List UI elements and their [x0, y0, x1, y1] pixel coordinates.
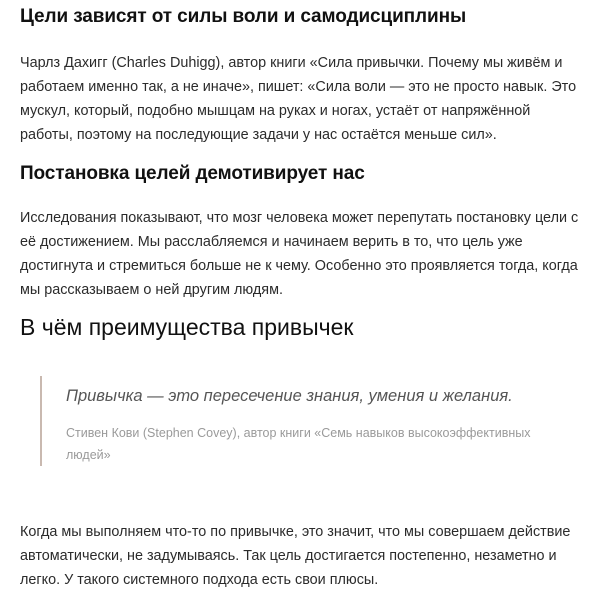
main-heading-habits-advantages: В чём преимущества привычек: [20, 314, 354, 340]
quote-citation: Стивен Кови (Stephen Covey), автор книги «Семь навыков высокоэффективных людей»: [66, 426, 531, 462]
blockquote: [40, 376, 560, 466]
section-heading-goal-setting: Постановка целей демотивирует нас: [20, 163, 365, 184]
closing-paragraph: Когда мы выполняем что-то по привычке, это значит, что мы совершаем действие автоматически, не задумываясь. Так цель достигается постепенно, незаметно и легко. У такого системного подхода есть свои плюсы.: [20, 524, 571, 588]
section-paragraph-goal-setting: Исследования показывают, что мозг человека может перепутать постановку цели с её достижением. Мы расслабляемся и начинаем верить в то, что цель уже достигнута и стремиться больше не к чему. Особенно это проявляется тогда, когда мы рассказываем о ней другим людям.: [20, 210, 579, 298]
section-heading-willpower: Цели зависят от силы воли и самодисциплины: [20, 6, 467, 27]
quote-text: Привычка — это пересечение знания, умения и желания.: [66, 387, 513, 405]
section-paragraph-willpower: Чарлз Дахигг (Charles Duhigg), автор книги «Сила привычки. Почему мы живём и работаем именно так, а не иначе», пишет: «Сила воли — это не просто навык. Это мускул, который, подобно мышцам на руках и ногах, устаёт от напряжённой работы, поэтому на последующие задачи у нас остаётся меньше сил».: [20, 55, 577, 143]
